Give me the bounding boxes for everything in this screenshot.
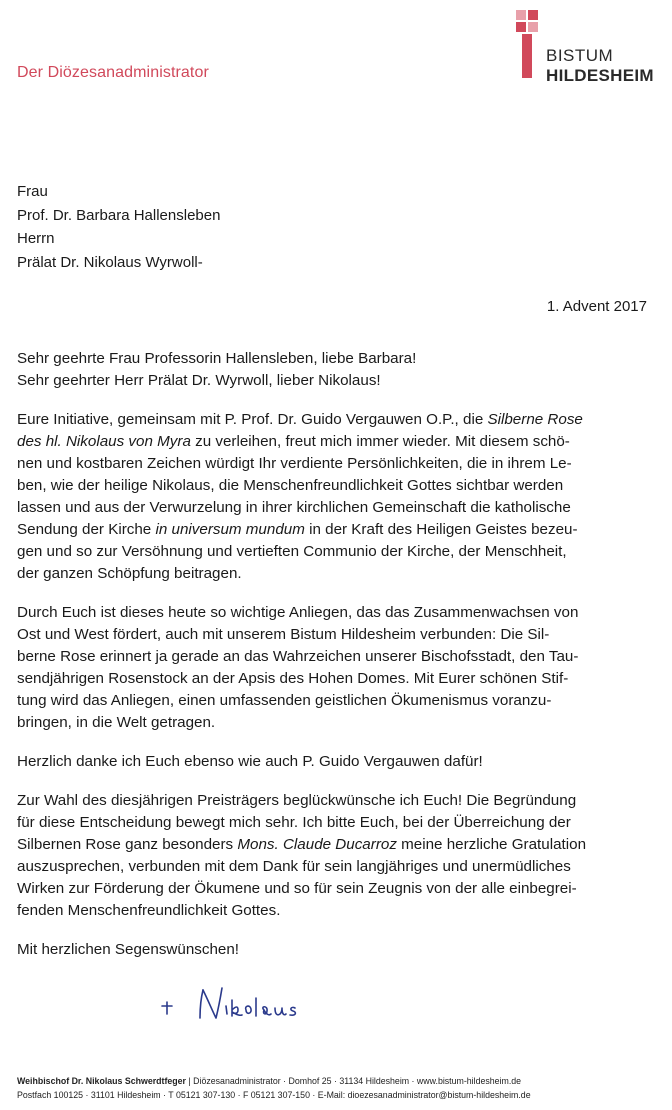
letter-body bbox=[17, 348, 657, 978]
text-line: gen und so zur Versöhnung und vertieften Communio der Kirche, der Menschheit, bbox=[17, 543, 567, 560]
text-line: fenden Menschenfreundlichkeit Gottes. bbox=[17, 902, 281, 919]
text-line bbox=[17, 519, 657, 541]
paragraph-congratulations bbox=[17, 790, 657, 922]
text-span: Sendung der Kirche bbox=[17, 521, 156, 538]
text-line: der ganzen Schöpfung beitragen. bbox=[17, 565, 242, 582]
paragraph-initiative bbox=[17, 409, 657, 585]
footer-postbox: Postfach 100125 · 31101 Hildesheim bbox=[17, 1090, 161, 1100]
text-line: für diese Entscheidung bewegt mich sehr. Ich bitte Euch, bei der Überreichung der bbox=[17, 814, 571, 831]
text-line: Wirken zur Förderung der Ökumene und so für sein Zeugnis von der alle einbegrei- bbox=[17, 880, 577, 897]
recipient-line: Prof. Dr. Barbara Hallensleben bbox=[17, 206, 221, 224]
recipient-address bbox=[17, 180, 220, 274]
text-line: Herzlich danke ich Euch ebenso wie auch P. Guido Vergauwen dafür! bbox=[17, 753, 483, 770]
text-line: Zur Wahl des diesjährigen Preisträgers beglückwünsche ich Euch! Die Begründung bbox=[17, 792, 577, 809]
closing-line: Mit herzlichen Segenswünschen! bbox=[17, 941, 240, 958]
diocese-logo bbox=[516, 10, 666, 85]
text-span: in der Kraft des Heiligen Geistes bezeu- bbox=[304, 521, 578, 538]
text-line: tung wird das Anliegen, einen umfassenden geistlichen Ökumenismus voranzu- bbox=[17, 692, 552, 709]
text-line: nen und kostbaren Zeichen würdigt Ihr verdiente Persönlichkeiten, die in ihrem Le- bbox=[17, 455, 572, 472]
text-line: sendjährigen Rosenstock an der Apsis des Hohen Domes. Mit Eurer schönen Stif- bbox=[17, 670, 569, 687]
letter-footer bbox=[17, 1074, 657, 1102]
text-line: Durch Euch ist dieses heute so wichtige Anliegen, das das Zusammenwachsen von bbox=[17, 604, 579, 621]
laureate-name: Mons. Claude Ducarroz bbox=[237, 836, 397, 853]
paragraph-thanks bbox=[17, 751, 657, 773]
footer-line bbox=[17, 1074, 657, 1088]
salutation bbox=[17, 348, 657, 392]
closing bbox=[17, 939, 657, 961]
footer-contact: · T 05121 307-130 · F 05121 307-150 · E-Mail: dioezesanadministrator@bistum-hildesheim.de bbox=[160, 1090, 531, 1100]
footer-name: Weihbischof Dr. Nikolaus Schwerdtfeger bbox=[17, 1076, 186, 1086]
footer-line bbox=[17, 1088, 657, 1102]
text-line: ben, wie der heilige Nikolaus, die Menschenfreundlichkeit Gottes sichtbar werden bbox=[17, 477, 564, 494]
award-name-cont: des hl. Nikolaus von Myra bbox=[17, 433, 191, 450]
latin-phrase: in universum mundum bbox=[155, 521, 305, 538]
text-line bbox=[17, 834, 657, 856]
sender-title: Der Diözesanadministrator bbox=[17, 64, 209, 81]
text-line: bringen, in die Welt getragen. bbox=[17, 714, 216, 731]
text-span: Silbernen Rose ganz besonders bbox=[17, 836, 238, 853]
recipient-line: Herrn bbox=[17, 230, 55, 247]
logo-text-bistum: BISTUM bbox=[546, 46, 614, 65]
text-span: Eure Initiative, gemeinsam mit P. Prof. Dr. Guido Vergauwen O.P., die bbox=[17, 411, 488, 428]
salutation-line: Sehr geehrte Frau Professorin Hallensleben, liebe Barbara! bbox=[17, 350, 417, 367]
recipient-line: Prälat Dr. Nikolaus Wyrwoll- bbox=[17, 253, 203, 271]
text-line: lassen und aus der Verwurzelung in ihrer kirchlichen Gemeinschaft die katholische bbox=[17, 499, 571, 516]
salutation-line: Sehr geehrter Herr Prälat Dr. Wyrwoll, lieber Nikolaus! bbox=[17, 372, 381, 389]
text-span: zu verleihen, freut mich immer wieder. Mit diesem schö- bbox=[190, 433, 570, 450]
paragraph-east-west bbox=[17, 602, 657, 734]
text-line: auszusprechen, verbunden mit dem Dank für sein langjähriges und unermüdliches bbox=[17, 858, 571, 875]
cross-icon bbox=[516, 10, 540, 80]
handwritten-signature bbox=[150, 980, 350, 1030]
recipient-line: Frau bbox=[17, 183, 48, 200]
text-line: Ost und West fördert, auch mit unserem Bistum Hildesheim verbunden: Die Sil- bbox=[17, 626, 550, 643]
footer-address: | Diözesanadministrator · Domhof 25 · 31134 Hildesheim · www.bistum-hildesheim.de bbox=[185, 1076, 522, 1086]
text-line: berne Rose erinnert ja gerade an das Wahrzeichen unserer Bischofsstadt, den Tau- bbox=[17, 648, 579, 665]
logo-text-hildesheim: HILDESHEIM bbox=[546, 66, 654, 85]
text-line bbox=[17, 431, 657, 453]
award-name: Silberne Rose bbox=[487, 411, 583, 428]
text-line bbox=[17, 409, 657, 431]
text-span: meine herzliche Gratulation bbox=[396, 836, 587, 853]
letter-date: 1. Advent 2017 bbox=[546, 298, 647, 315]
